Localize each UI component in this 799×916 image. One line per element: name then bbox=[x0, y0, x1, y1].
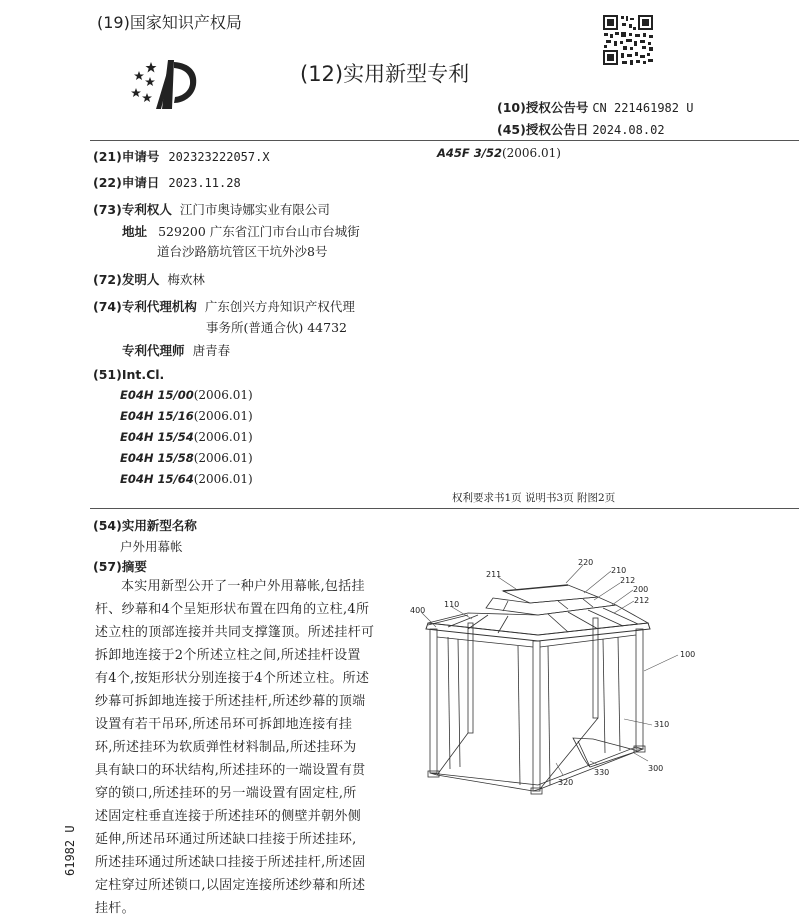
abstract-line: 拆卸地连接于2个所述立柱之间,所述挂杆设置 bbox=[95, 648, 361, 663]
patentee-label: (73)专利权人 bbox=[93, 202, 172, 217]
side-publication-number: 61982 U bbox=[63, 825, 77, 876]
patent-agency-line-1: 广东创兴方舟知识产权代理 bbox=[204, 299, 355, 314]
qr-code-icon bbox=[602, 14, 654, 66]
abstract-line: 延伸,所述吊环通过所述缺口挂接于所述挂环, bbox=[95, 832, 357, 847]
int-cl-entry bbox=[120, 451, 253, 465]
patent-agent bbox=[122, 340, 230, 359]
address-line-2: 道台沙路筋坑管区干坑外沙8号 bbox=[157, 244, 328, 259]
inventor-value: 梅欢林 bbox=[167, 272, 205, 287]
int-cl-entry bbox=[120, 430, 253, 444]
publication-date-value: 2024.08.02 bbox=[592, 123, 665, 137]
figure-label: 212 bbox=[634, 596, 650, 605]
int-cl-label: (51)Int.Cl. bbox=[93, 367, 165, 382]
patent-agency-line-2: 事务所(普通合伙) 44732 bbox=[206, 320, 347, 335]
figure-label: 220 bbox=[578, 558, 594, 567]
abstract-line: 挂杆。 bbox=[95, 901, 135, 916]
main-ipc-code: A45F 3/52 bbox=[437, 146, 502, 160]
abstract-line: 述立柱的顶部连接并共同支撑篷顶。所述挂杆可 bbox=[95, 625, 375, 640]
header-divider bbox=[90, 140, 799, 141]
publication-date-label: (45)授权公告日 bbox=[497, 122, 589, 137]
int-cl-entry bbox=[120, 472, 253, 486]
int-cl-code: E04H 15/64 bbox=[120, 472, 194, 486]
int-cl-version: (2006.01) bbox=[193, 472, 253, 486]
int-cl-version: (2006.01) bbox=[193, 430, 253, 444]
publication-number-value: CN 221461982 U bbox=[592, 101, 694, 115]
address-label: 地址 bbox=[122, 224, 148, 239]
int-cl-code: E04H 15/58 bbox=[120, 451, 194, 465]
int-cl-code: E04H 15/54 bbox=[120, 430, 194, 444]
abstract-line: 环,所述挂环为软质弹性材料制品,所述挂环为 bbox=[95, 740, 357, 755]
abstract-line: 纱幕可拆卸地连接于所述挂杆,所述纱幕的顶端 bbox=[95, 694, 366, 709]
figure-label: 330 bbox=[594, 768, 610, 777]
address-line-1: 529200 广东省江门市台山市台城街 bbox=[158, 224, 360, 239]
patent-agent-label: 专利代理师 bbox=[122, 343, 185, 358]
abstract-line: 有4个,按矩形状分别连接于4个所述立柱。所述 bbox=[95, 671, 370, 686]
patentee bbox=[93, 199, 330, 218]
figure-label: 320 bbox=[558, 778, 574, 787]
patent-agent-value: 唐青春 bbox=[192, 343, 231, 358]
page-counts: 权利要求书1页 说明书3页 附图2页 bbox=[452, 492, 616, 504]
figure-label: 210 bbox=[611, 566, 627, 575]
int-cl-version: (2006.01) bbox=[193, 451, 253, 465]
abstract-line: 具有缺口的环状结构,所述挂环的一端设置有贯 bbox=[95, 763, 366, 778]
address bbox=[122, 221, 360, 240]
figure-label: 110 bbox=[444, 600, 460, 609]
utility-model-title: 户外用幕帐 bbox=[120, 539, 183, 554]
inventor-label: (72)发明人 bbox=[93, 272, 160, 287]
inventor bbox=[93, 269, 205, 288]
int-cl-code: E04H 15/00 bbox=[120, 388, 194, 402]
application-date bbox=[93, 172, 241, 191]
application-date-label: (22)申请日 bbox=[93, 175, 160, 190]
patent-agency bbox=[93, 296, 355, 315]
int-cl-entry bbox=[120, 388, 253, 402]
application-date-value: 2023.11.28 bbox=[168, 176, 241, 190]
abstract-line: 设置有若干吊环,所述吊环可拆卸地连接有挂 bbox=[95, 717, 353, 732]
figure-label: 200 bbox=[633, 585, 649, 594]
figure-label: 212 bbox=[620, 576, 636, 585]
abstract-line: 述固定柱垂直连接于所述挂环的侧壁并朝外侧 bbox=[95, 809, 362, 824]
figure-label: 300 bbox=[648, 764, 664, 773]
cnipa-logo-icon bbox=[128, 57, 203, 110]
office-name: (19)国家知识产权局 bbox=[97, 13, 242, 32]
abstract-line: 定柱穿过所述锁口,以固定连接所述纱幕和所述 bbox=[95, 878, 366, 893]
abstract-line: 杆、纱幕和4个呈矩形状布置在四角的立柱,4所 bbox=[95, 602, 370, 617]
abstract-line: 所述挂环通过所述缺口挂接于所述挂杆,所述固 bbox=[95, 855, 366, 870]
figure-label: 211 bbox=[486, 570, 502, 579]
patentee-value: 江门市奥诗娜实业有限公司 bbox=[179, 202, 330, 217]
gazebo-figure bbox=[408, 553, 708, 803]
abstract-label: (57)摘要 bbox=[93, 559, 147, 574]
publication-date bbox=[497, 120, 665, 138]
main-ipc-version: (2006.01) bbox=[501, 146, 561, 160]
document-type-title: (12)实用新型专利 bbox=[300, 62, 470, 86]
abstract-line: 本实用新型公开了一种户外用幕帐,包括挂 bbox=[121, 579, 365, 594]
figure-label: 310 bbox=[654, 720, 670, 729]
utility-model-title-label: (54)实用新型名称 bbox=[93, 518, 197, 533]
main-ipc-classification bbox=[437, 146, 561, 160]
int-cl-code: E04H 15/16 bbox=[120, 409, 194, 423]
application-number bbox=[93, 146, 270, 165]
section-divider bbox=[90, 508, 799, 509]
int-cl-version: (2006.01) bbox=[193, 409, 253, 423]
figure-label: 400 bbox=[410, 606, 426, 615]
application-number-label: (21)申请号 bbox=[93, 149, 160, 164]
int-cl-entry bbox=[120, 409, 253, 423]
publication-number-label: (10)授权公告号 bbox=[497, 100, 589, 115]
int-cl-version: (2006.01) bbox=[193, 388, 253, 402]
figure-label: 100 bbox=[680, 650, 696, 659]
application-number-value: 202323222057.X bbox=[168, 150, 270, 164]
abstract-line: 穿的锁口,所述挂环的另一端设置有固定柱,所 bbox=[95, 786, 357, 801]
publication-number bbox=[497, 98, 693, 116]
patent-agency-label: (74)专利代理机构 bbox=[93, 299, 197, 314]
